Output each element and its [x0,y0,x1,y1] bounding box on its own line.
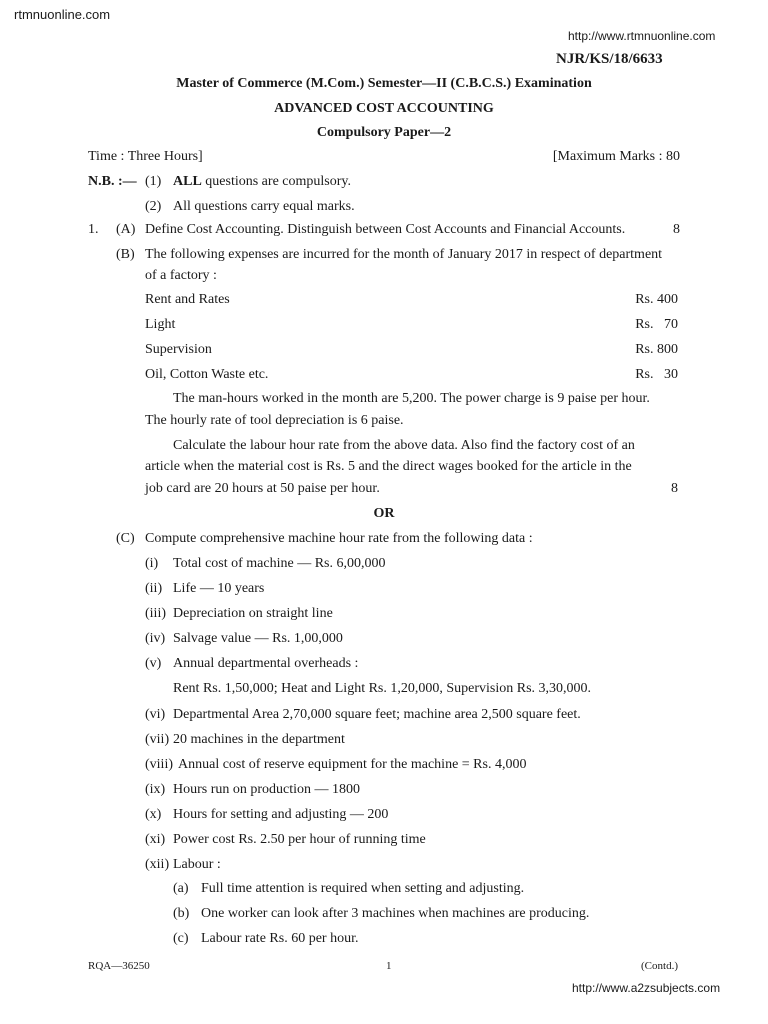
item-num: (iii) [145,606,166,621]
item-text: Annual cost of reserve equipment for the machine = Rs. 4,000 [178,757,527,772]
item-num: (vii) [145,732,170,747]
expense-name: Oil, Cotton Waste etc. [145,367,269,382]
item-text: Salvage value — Rs. 1,00,000 [173,631,343,646]
time-allowed: Time : Three Hours] [88,149,203,164]
expense-amount: Rs. 70 [635,317,678,332]
footer-code: RQA—36250 [88,960,150,972]
watermark-site: rtmnuonline.com [14,7,111,22]
source-url-top[interactable]: http://www.rtmnuonline.com [568,29,716,43]
part-a-label: (A) [116,222,136,237]
expense-name: Light [145,317,176,332]
part-b-text: The following expenses are incurred for the month of January 2017 in respect of department [145,247,663,262]
paragraph-line: The man-hours worked in the month are 5,200. The power charge is 9 paise per hour. [173,391,650,406]
item-num: (ii) [145,581,163,596]
nb-item-text [173,173,351,191]
item-num: (i) [145,556,159,571]
nb-item-text: All questions carry equal marks. [173,199,355,214]
or-separator: OR [373,506,395,521]
item-text: Total cost of machine — Rs. 6,00,000 [173,556,386,571]
paper-title: Compulsory Paper—2 [316,125,452,140]
sub-item-num: (a) [173,881,189,896]
item-num: (vi) [145,707,166,722]
sub-item-text: Labour rate Rs. 60 per hour. [201,931,359,946]
item-text: Depreciation on straight line [173,606,333,621]
paper-code: NJR/KS/18/6633 [556,51,663,67]
sub-item-num: (c) [173,931,189,946]
sub-item-text: Full time attention is required when setting and adjusting. [201,881,525,896]
expense-amount: Rs. 800 [635,342,678,357]
item-text: Labour : [173,857,221,872]
part-a-marks: 8 [673,222,680,237]
item-num: (xii) [145,857,170,872]
part-c-text: Compute comprehensive machine hour rate from the following data : [145,531,533,546]
item-text: Life — 10 years [173,581,265,596]
source-url-bottom[interactable]: http://www.a2zsubjects.com [572,981,721,995]
nb-item-num: (1) [145,174,162,189]
part-a-text: Define Cost Accounting. Distinguish between Cost Accounts and Financial Accounts. [145,222,626,237]
maximum-marks: [Maximum Marks : 80 [552,149,680,164]
paragraph-line: The hourly rate of tool depreciation is 6 paise. [145,413,404,428]
nb-label: N.B. :— [88,174,137,189]
continued-label: (Contd.) [641,960,678,972]
item-num: (v) [145,656,162,671]
expense-name: Rent and Rates [145,292,230,307]
page-number: 1 [386,960,392,972]
part-b-label: (B) [116,247,135,262]
part-b-marks: 8 [671,481,678,496]
item-text: Annual departmental overheads : [173,656,359,671]
item-num: (viii) [145,757,173,772]
paragraph-line: job card are 20 hours at 50 paise per hour. [145,481,380,496]
nb-item-emphasis: ALL [173,174,202,189]
sub-item-text: One worker can look after 3 machines when machines are producing. [201,906,590,921]
part-b-text: of a factory : [145,268,217,283]
item-text: Departmental Area 2,70,000 square feet; machine area 2,500 square feet. [173,707,581,722]
paragraph-line: Calculate the labour hour rate from the above data. Also find the factory cost of an [173,438,635,453]
item-text: Hours run on production — 1800 [173,782,361,797]
nb-item-num: (2) [145,199,162,214]
paragraph-line: article when the material cost is Rs. 5 and the direct wages booked for the article in the [145,459,632,474]
nb-item-rest: questions are compulsory. [205,174,351,189]
item-text: Hours for setting and adjusting — 200 [173,807,389,822]
item-num: (xi) [145,832,166,847]
item-text: 20 machines in the department [173,732,345,747]
question-number: 1. [88,222,99,237]
sub-item-num: (b) [173,906,190,921]
expense-name: Supervision [145,342,212,357]
expense-amount: Rs. 400 [635,292,678,307]
item-text: Power cost Rs. 2.50 per hour of running time [173,832,426,847]
exam-title: Master of Commerce (M.Com.) Semester—II (C.B.C.S.) Examination [176,76,592,91]
item-text: Rent Rs. 1,50,000; Heat and Light Rs. 1,20,000, Supervision Rs. 3,30,000. [173,681,592,696]
item-num: (ix) [145,782,166,797]
part-c-label: (C) [116,531,135,546]
subject-title: ADVANCED COST ACCOUNTING [274,101,494,116]
item-num: (x) [145,807,162,822]
expense-amount: Rs. 30 [635,367,678,382]
item-num: (iv) [145,631,166,646]
